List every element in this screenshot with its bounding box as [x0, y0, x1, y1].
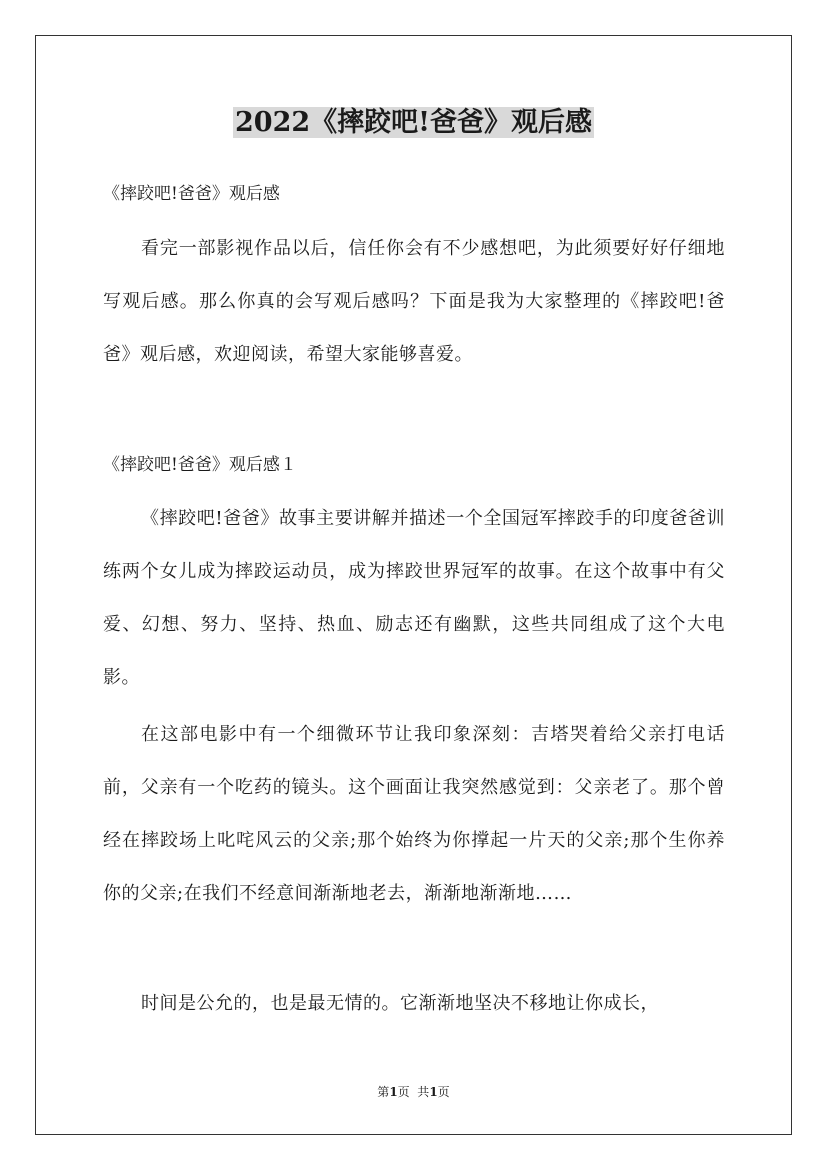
page-footer	[0, 1084, 827, 1100]
document-title	[0, 103, 827, 143]
section1-paragraph-2: 在这部电影中有一个细微环节让我印象深刻：吉塔哭着给父亲打电话前，父亲有一个吃药的镜头。这个画面让我突然感觉到：父亲老了。那个曾经在摔跤场上叱咤风云的父亲;那个始终为你撑起一片天的父亲;那个生你养你的父亲;在我们不经意间渐渐地老去，渐渐地渐渐地……	[103, 724, 725, 904]
document-title-text: 2022《摔跤吧!爸爸》观后感	[235, 107, 592, 138]
footer-total-pages: 1	[429, 1085, 438, 1099]
section1-paragraph-1: 《摔跤吧!爸爸》故事主要讲解并描述一个全国冠军摔跤手的印度爸爸训练两个女儿成为摔跤运动员，成为摔跤世界冠军的故事。在这个故事中有父爱、幻想、努力、坚持、热血、励志还有幽默，这些共同组成了这个大电影。	[103, 508, 725, 688]
section1-heading: 《摔跤吧!爸爸》观后感１	[103, 455, 297, 475]
intro-paragraph: 看完一部影视作品以后，信任你会有不少感想吧，为此须要好好仔细地写观后感。那么你真的会写观后感吗？下面是我为大家整理的《摔跤吧!爸爸》观后感，欢迎阅读，希望大家能够喜爱。	[103, 238, 725, 365]
intro-heading: 《摔跤吧!爸爸》观后感	[103, 184, 280, 204]
section1-paragraph-3: 时间是公允的，也是最无情的。它渐渐地坚决不移地让你成长，	[141, 993, 659, 1014]
footer-page-label: 第	[377, 1085, 390, 1099]
footer-total-suffix: 页	[437, 1085, 450, 1099]
footer-page-number: 1	[389, 1085, 398, 1099]
footer-page-suffix: 页 共	[397, 1085, 430, 1099]
